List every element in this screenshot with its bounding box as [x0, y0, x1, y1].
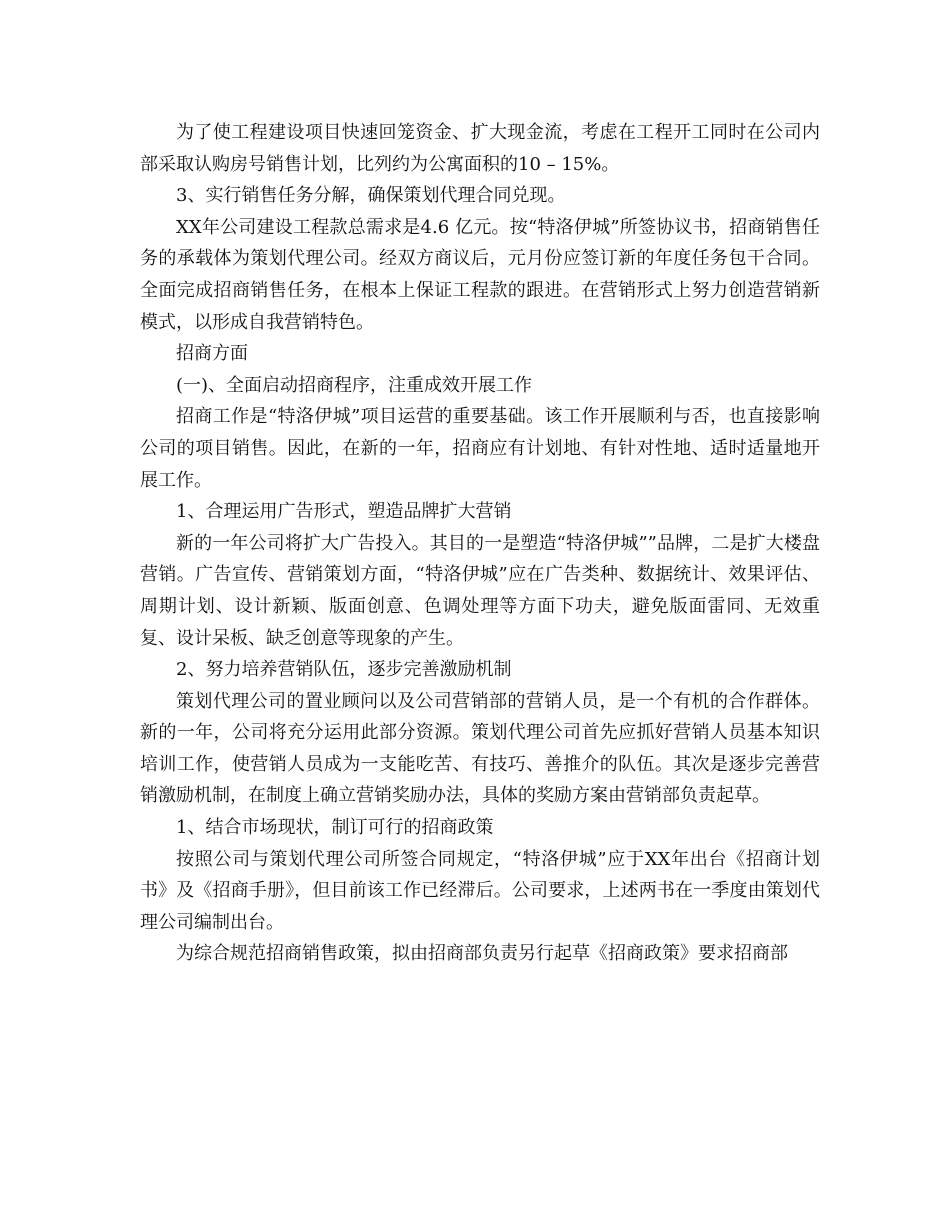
- paragraph-sales-team-body: 策划代理公司的置业顾问以及公司营销部的营销人员，是一个有机的合作群体。新的一年，公司将充分运用此部分资源。策划代理公司首先应抓好营销人员基本知识培训工作，使营销人员成为一支能吃苦、有技巧、善推介的队伍。其次是逐步完善营销激励机制，在制度上确立营销奖励办法，具体的奖励方案由营销部负责起草。: [140, 690, 820, 807]
- paragraph-sales-task-heading: 3、实行销售任务分解，确保策划代理合同兑现。: [176, 185, 566, 207]
- paragraph-presale-plan: 为了使工程建设项目快速回笼资金、扩大现金流，考虑在工程开工同时在公司内部采取认购房号销售计划，比列约为公寓面积的10 – 15%。: [140, 122, 820, 175]
- paragraph-investment-program-heading: (一)、全面启动招商程序，注重成效开展工作: [176, 374, 533, 396]
- document-body: [140, 117, 820, 970]
- paragraph-funding-requirement: XX年公司建设工程款总需求是4.6 亿元。按“特洛伊城”所签协议书，招商销售任务的承载体为策划代理公司。经双方商议后，元月份应签订新的年度任务包干合同。全面完成招商销售任务，在根本上保证工程款的跟进。在营销形式上努力创造营销新模式，以形成自我营销特色。: [140, 216, 820, 333]
- paragraph-policy-body: 按照公司与策划代理公司所签合同规定，“特洛伊城”应于XX年出台《招商计划书》及《招商手册》，但目前该工作已经滞后。公司要求，上述两书在一季度由策划代理公司编制出台。: [140, 848, 820, 933]
- paragraph-advertising-body: 新的一年公司将扩大广告投入。其目的一是塑造“特洛伊城””品牌，二是扩大楼盘营销。广告宣传、营销策划方面，“特洛伊城”应在广告类种、数据统计、效果评估、周期计划、设计新颖、版面创意、色调处理等方面下功夫，避免版面雷同、无效重复、设计呆板、缺乏创意等现象的产生。: [140, 532, 820, 649]
- paragraph-sales-team-heading: 2、努力培养营销队伍，逐步完善激励机制: [176, 659, 512, 681]
- paragraph-advertising-heading: 1、合理运用广告形式，塑造品牌扩大营销: [176, 501, 512, 523]
- paragraph-investment-heading: 招商方面: [176, 343, 248, 365]
- paragraph-policy-heading: 1、结合市场现状，制订可行的招商政策: [176, 817, 494, 839]
- paragraph-policy-drafting: 为综合规范招商销售政策，拟由招商部负责另行起草《招商政策》要求招商部: [176, 943, 788, 965]
- paragraph-investment-basis: 招商工作是“特洛伊城”项目运营的重要基础。该工作开展顺利与否，也直接影响公司的项目销售。因此，在新的一年，招商应有计划地、有针对性地、适时适量地开展工作。: [140, 406, 820, 491]
